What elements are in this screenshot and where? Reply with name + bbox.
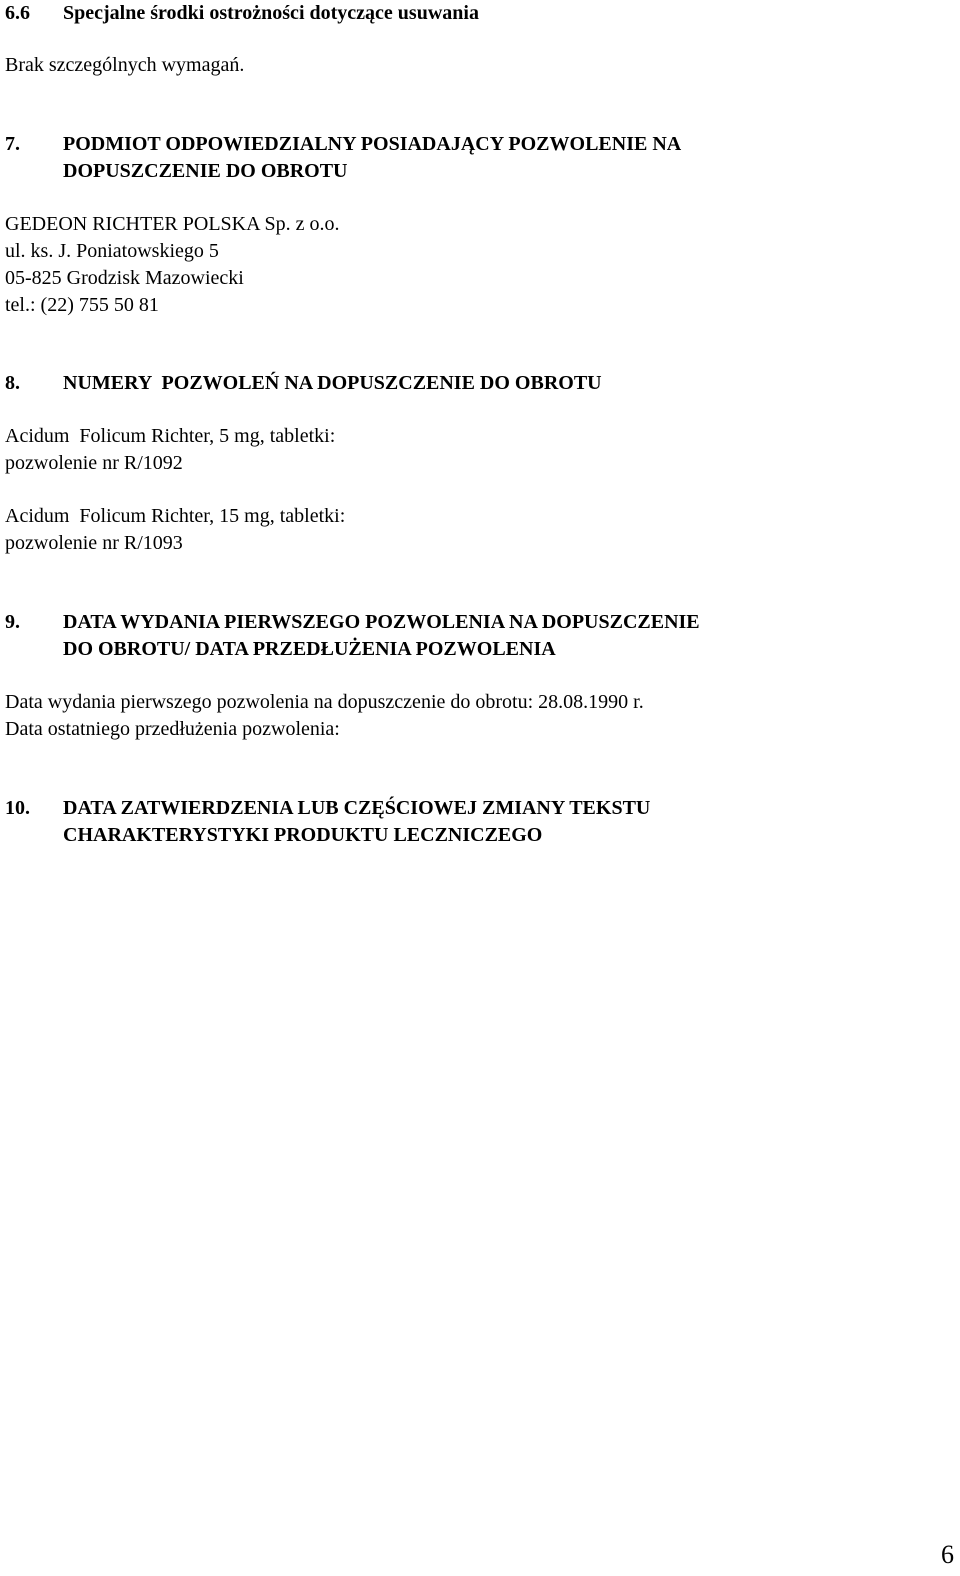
first-issue-date: Data wydania pierwszego pozwolenia na dopuszczenie do obrotu: 28.08.1990 r. [5, 691, 644, 713]
section-10-heading [5, 795, 940, 849]
section-number: 6.6 [5, 2, 30, 24]
section-6-6-body: Brak szczególnych wymagań. [5, 54, 245, 76]
section-7-heading [5, 131, 940, 185]
city-line: 05-825 Grodzisk Mazowiecki [5, 267, 244, 289]
section-6-6-heading [5, 0, 940, 27]
section-title: PODMIOT ODPOWIEDZIALNY POSIADAJĄCY POZWOLENIE NA DOPUSZCZENIE DO OBROTU [63, 133, 682, 182]
section-number: 8. [5, 372, 20, 394]
section-title: DATA WYDANIA PIERWSZEGO POZWOLENIA NA DOPUSZCZENIE DO OBROTU/ DATA PRZEDŁUŻENIA POZWOLENIA [63, 611, 700, 660]
company-address [5, 211, 940, 319]
last-renewal-date: Data ostatniego przedłużenia pozwolenia: [5, 718, 340, 740]
phone-line: tel.: (22) 755 50 81 [5, 294, 159, 316]
permit-item [5, 423, 940, 477]
company-name: GEDEON RICHTER POLSKA Sp. z o.o. [5, 213, 340, 235]
permit-number: pozwolenie nr R/1092 [5, 452, 183, 474]
section-title: NUMERY POZWOLEŃ NA DOPUSZCZENIE DO OBROTU [63, 372, 602, 394]
section-title: Specjalne środki ostrożności dotyczące usuwania [63, 2, 479, 24]
permit-product: Acidum Folicum Richter, 5 mg, tabletki: [5, 425, 336, 447]
section-number: 10. [5, 797, 30, 819]
permit-product: Acidum Folicum Richter, 15 mg, tabletki: [5, 505, 346, 527]
section-8-heading [5, 370, 940, 397]
permit-item [5, 503, 940, 557]
section-9-heading [5, 609, 940, 663]
section-number: 7. [5, 133, 20, 155]
permit-number: pozwolenie nr R/1093 [5, 532, 183, 554]
section-9-body [5, 689, 940, 743]
street-line: ul. ks. J. Poniatowskiego 5 [5, 240, 219, 262]
section-title: DATA ZATWIERDZENIA LUB CZĘŚCIOWEJ ZMIANY TEKSTU CHARAKTERYSTYKI PRODUKTU LECZNICZEGO [63, 797, 651, 846]
page-number: 6 [941, 1540, 954, 1569]
section-number: 9. [5, 611, 20, 633]
